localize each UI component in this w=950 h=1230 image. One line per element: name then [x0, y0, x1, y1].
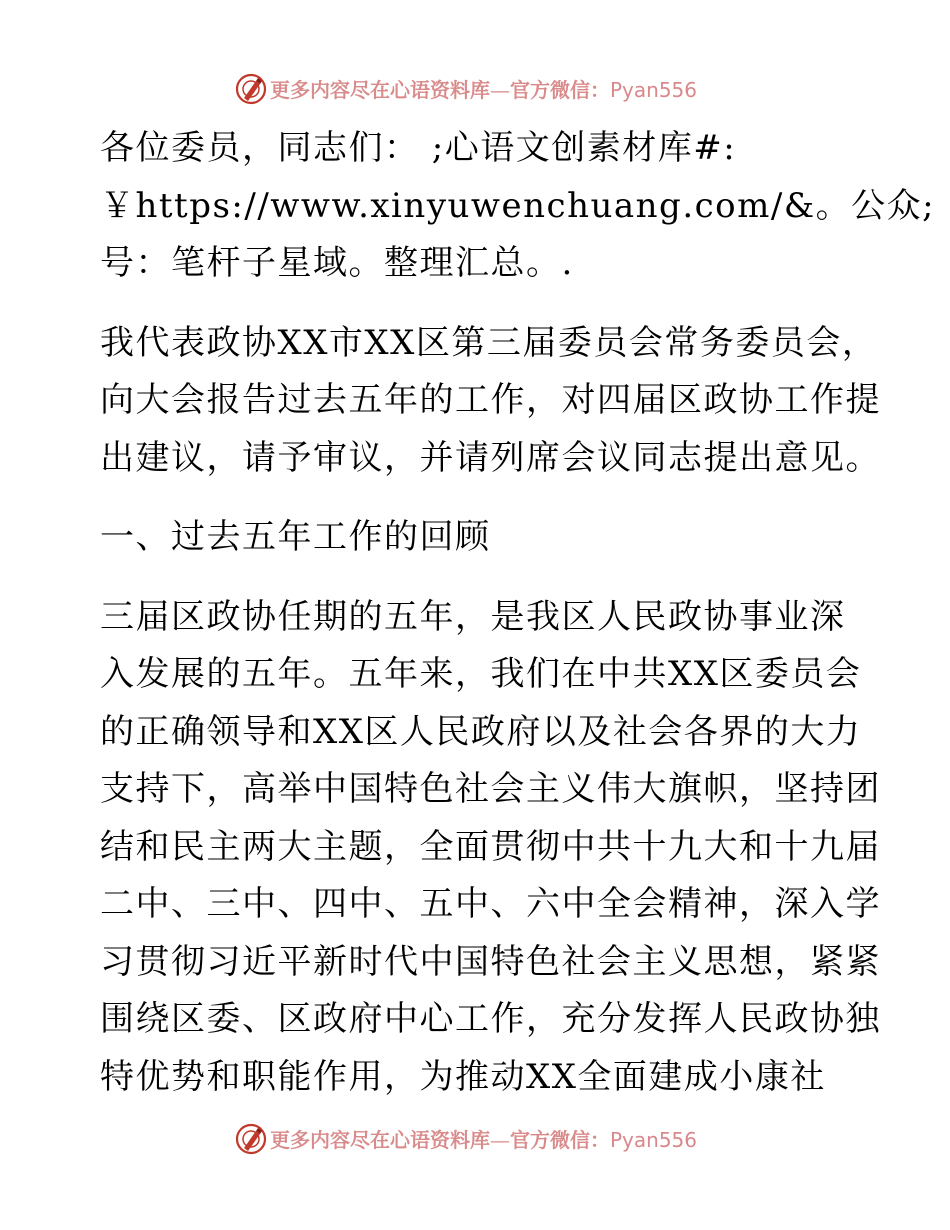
text-line: 二中、三中、四中、五中、六中全会精神，深入学: [100, 884, 881, 924]
banner-text-cn2: 官方微信：: [510, 78, 610, 102]
header-banner: [0, 70, 950, 110]
pen-logo-icon: [234, 72, 268, 106]
text-line: 特优势和职能作用，为推动XX全面建成小康社: [100, 1056, 826, 1097]
document-body: [100, 120, 936, 1106]
banner-wechat-id: Pyan556: [610, 1128, 698, 1152]
text-line: 支持下，高举中国特色社会主义伟大旗帜，坚持团: [100, 769, 881, 809]
banner-separator: —: [490, 1128, 510, 1152]
banner-separator: —: [490, 78, 510, 102]
text-line: 习贯彻习近平新时代中国特色社会主义思想，紧紧: [100, 941, 881, 982]
text-line: 各位委员，同志们： ;心语文创素材库#:: [100, 128, 737, 168]
paragraph-greeting: [100, 120, 936, 293]
text-line: 我代表政协XX市XX区第三届委员会常务委员会，: [100, 322, 878, 363]
section-heading: [100, 509, 850, 567]
banner-text-cn: 更多内容尽在心语资料库: [270, 78, 490, 102]
text-line: ￥https://www.xinyuwenchuang.com/&。公众;: [100, 185, 936, 226]
text-line: 入发展的五年。五年来，我们在中共XX区委员会: [100, 654, 862, 694]
text-line: 三届区政协任期的五年，是我区人民政协事业深: [100, 596, 846, 637]
text-line: 结和民主两大主题，全面贯彻中共十九大和十九届: [100, 826, 881, 867]
text-line: 的正确领导和XX区人民政府以及社会各界的大力: [100, 711, 862, 752]
paragraph-intro: [100, 315, 881, 488]
pen-logo-icon: [234, 1122, 268, 1156]
text-line: 号：笔杆子星域。整理汇总。.: [100, 243, 574, 283]
banner-text: [270, 1126, 697, 1154]
banner-text-cn2: 官方微信：: [510, 1128, 610, 1152]
text-line: 围绕区委、区政府中心工作，充分发挥人民政协独: [100, 999, 881, 1039]
paragraph-review: [100, 589, 881, 1107]
footer-banner: [0, 1120, 950, 1160]
banner-wechat-id: Pyan556: [610, 78, 698, 102]
text-line: 一、过去五年工作的回顾: [100, 517, 491, 557]
text-line: 出建议，请予审议，并请列席会议同志提出意见。: [100, 437, 881, 478]
banner-text: [270, 76, 697, 104]
banner-text-cn: 更多内容尽在心语资料库: [270, 1128, 490, 1152]
text-line: 向大会报告过去五年的工作，对四届区政协工作提: [100, 380, 881, 420]
